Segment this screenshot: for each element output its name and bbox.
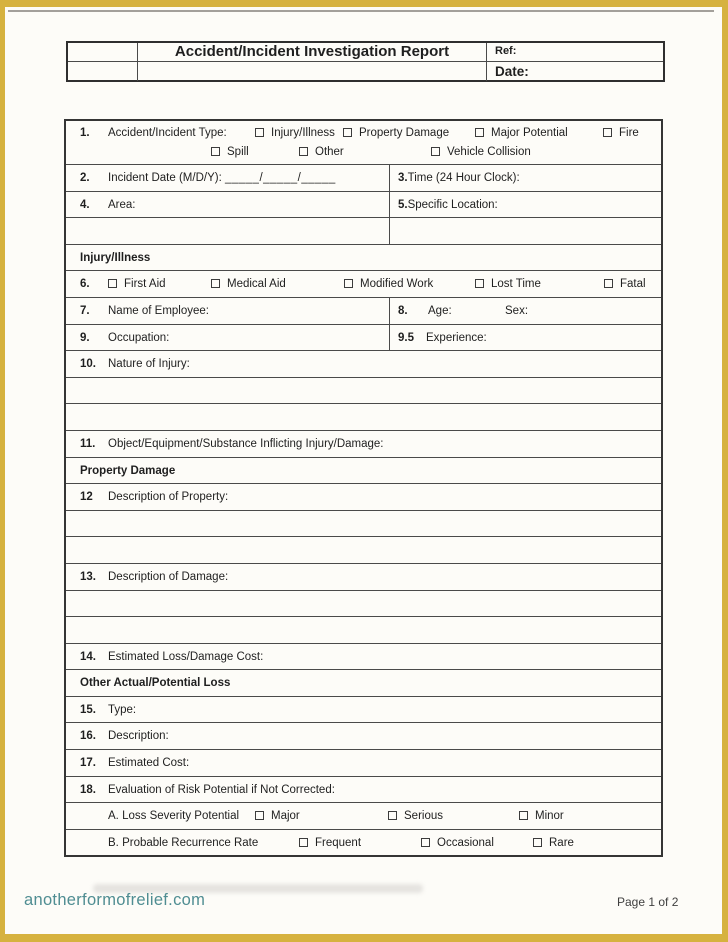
checkbox-lost-time[interactable]: Lost Time (475, 271, 541, 298)
checkbox-frequent[interactable]: Frequent (299, 830, 361, 857)
specific-location-label: 5.Specific Location: (398, 198, 498, 211)
checkbox-vehicle-collision[interactable]: Vehicle Collision (431, 143, 531, 162)
ref-field-label[interactable]: Ref: (495, 45, 517, 57)
row-blank (66, 536, 661, 563)
row-number: 10. (80, 358, 96, 371)
area-cell[interactable] (66, 192, 390, 218)
row-blank (66, 510, 661, 537)
row-blank-split (66, 217, 661, 244)
row-number: 4. (80, 198, 90, 211)
row-number: 15. (80, 703, 96, 716)
employee-name-label: Name of Employee: (108, 304, 209, 317)
section-property-damage (66, 457, 661, 484)
risk-evaluation-label: Evaluation of Risk Potential if Not Corrected: (108, 783, 335, 796)
checkbox-rare[interactable]: Rare (533, 830, 574, 857)
section-injury-illness (66, 244, 661, 271)
row-number: 18. (80, 783, 96, 796)
row-number: 9.5 (398, 331, 414, 344)
row-number: 16. (80, 730, 96, 743)
checkbox-icon[interactable] (519, 811, 528, 820)
row-number: 9. (80, 331, 90, 344)
checkbox-icon[interactable] (475, 128, 484, 137)
row-number: 2. (80, 172, 90, 184)
row-employee-age-sex (66, 297, 661, 324)
date-field-label[interactable]: Date: (495, 64, 529, 79)
checkbox-icon[interactable] (211, 147, 220, 156)
accident-type-label: Accident/Incident Type: (108, 127, 227, 139)
object-equipment-label: Object/Equipment/Substance Inflicting Injury/Damage: (108, 437, 384, 450)
incident-date-cell[interactable] (66, 165, 390, 191)
row-number: 13. (80, 570, 96, 583)
report-title: Accident/Incident Investigation Report (138, 43, 487, 61)
nature-of-injury-label: Nature of Injury: (108, 358, 190, 371)
experience-label: Experience: (426, 331, 487, 344)
checkbox-icon[interactable] (211, 279, 220, 288)
sex-label: Sex: (505, 304, 529, 317)
checkbox-injury-illness[interactable]: Injury/Illness (255, 124, 335, 143)
row-blank (66, 403, 661, 430)
checkbox-icon[interactable] (108, 279, 117, 288)
header-blank-cell (68, 62, 138, 81)
investigation-form-table (64, 119, 663, 857)
row-type[interactable] (66, 696, 661, 723)
checkbox-property-damage[interactable]: Property Damage (343, 124, 449, 143)
row-risk-evaluation (66, 776, 661, 803)
checkbox-icon[interactable] (343, 128, 352, 137)
age-label: Age: (428, 304, 452, 317)
checkbox-icon[interactable] (533, 838, 542, 847)
section-other-loss (66, 669, 661, 696)
row-number: 17. (80, 757, 96, 770)
description-of-damage-label: Description of Damage: (108, 570, 229, 583)
estimated-cost-label: Estimated Cost: (108, 757, 190, 770)
row-injury-classification (66, 270, 661, 297)
blank-cell (390, 218, 661, 244)
section-title: Injury/Illness (80, 251, 151, 264)
row-number: 8. (398, 304, 408, 317)
section-title: Property Damage (80, 464, 176, 477)
row-number: 1. (80, 127, 90, 139)
checkbox-medical-aid[interactable]: Medical Aid (211, 271, 286, 298)
row-loss-severity (66, 802, 661, 829)
report-header-table (66, 41, 665, 82)
specific-location-cell[interactable] (390, 192, 661, 218)
employee-name-cell[interactable] (66, 298, 390, 324)
checkbox-major[interactable]: Major (255, 803, 300, 830)
area-label: Area: (108, 198, 136, 211)
row-estimated-loss[interactable] (66, 643, 661, 670)
checkbox-icon[interactable] (604, 279, 613, 288)
row-blank (66, 590, 661, 617)
row-number: 7. (80, 304, 90, 317)
checkbox-serious[interactable]: Serious (388, 803, 443, 830)
row-number: 12 (80, 491, 93, 504)
row-nature-of-injury[interactable] (66, 350, 661, 377)
checkbox-icon[interactable] (603, 128, 612, 137)
description-of-property-label: Description of Property: (108, 491, 229, 504)
checkbox-icon[interactable] (475, 279, 484, 288)
section-title: Other Actual/Potential Loss (80, 677, 231, 690)
age-sex-cell[interactable] (390, 298, 661, 324)
checkbox-other[interactable]: Other (299, 143, 344, 162)
checkbox-icon[interactable] (388, 811, 397, 820)
row-date-time (66, 164, 661, 191)
top-hairline (8, 10, 714, 12)
checkbox-spill[interactable]: Spill (211, 143, 249, 162)
row-number: 6. (80, 278, 90, 291)
checkbox-icon[interactable] (299, 147, 308, 156)
row-blank (66, 377, 661, 404)
page-number: Page 1 of 2 (617, 895, 679, 909)
header-title-empty-cell (138, 62, 487, 81)
row-occupation-experience (66, 324, 661, 351)
checkbox-icon[interactable] (421, 838, 430, 847)
incident-date-label: Incident Date (M/D/Y): _____/_____/_____ (108, 172, 336, 184)
loss-severity-label: A. Loss Severity Potential (108, 810, 240, 823)
description-label: Description: (108, 730, 169, 743)
checkbox-icon[interactable] (255, 128, 264, 137)
checkbox-modified-work[interactable]: Modified Work (344, 271, 433, 298)
checkbox-fatal[interactable]: Fatal (604, 271, 646, 298)
site-watermark-link[interactable]: anotherformofrelief.com (24, 891, 206, 909)
checkbox-minor[interactable]: Minor (519, 803, 564, 830)
checkbox-occasional[interactable]: Occasional (421, 830, 494, 857)
row-description-of-damage[interactable] (66, 563, 661, 590)
checkbox-first-aid[interactable]: First Aid (108, 271, 166, 298)
header-blank-cell (68, 43, 138, 61)
row-area-location (66, 191, 661, 218)
checkbox-icon[interactable] (299, 838, 308, 847)
checkbox-icon[interactable] (255, 811, 264, 820)
row-accident-type (66, 121, 661, 164)
row-description[interactable] (66, 722, 661, 749)
date-blank-lines: _____/_____/_____ (224, 172, 336, 184)
row-object-equipment[interactable] (66, 430, 661, 457)
row-recurrence-rate (66, 829, 661, 856)
row-blank (66, 616, 661, 643)
estimated-loss-label: Estimated Loss/Damage Cost: (108, 650, 264, 663)
experience-cell[interactable] (390, 325, 661, 351)
blank-cell (66, 218, 390, 244)
time-label: 3.Time (24 Hour Clock): (398, 172, 520, 184)
occupation-label: Occupation: (108, 331, 170, 344)
row-description-of-property[interactable] (66, 483, 661, 510)
type-label: Type: (108, 703, 137, 716)
checkbox-icon[interactable] (431, 147, 440, 156)
checkbox-major-potential[interactable]: Major Potential (475, 124, 568, 143)
recurrence-rate-label: B. Probable Recurrence Rate (108, 836, 259, 849)
row-estimated-cost[interactable] (66, 749, 661, 776)
checkbox-fire[interactable]: Fire (603, 124, 639, 143)
occupation-cell[interactable] (66, 325, 390, 351)
time-cell[interactable] (390, 165, 661, 191)
row-number: 11. (80, 437, 96, 450)
checkbox-icon[interactable] (344, 279, 353, 288)
row-number: 14. (80, 650, 96, 663)
